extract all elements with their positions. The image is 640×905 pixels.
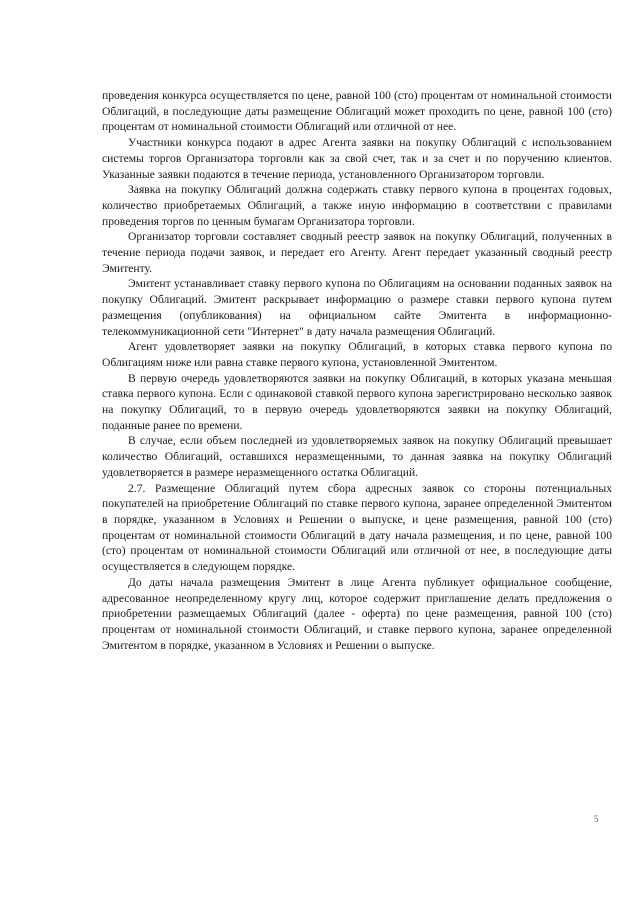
- paragraph-section-2-7: 2.7. Размещение Облигаций путем сбора адресных заявок со стороны потенциальных покупателей на приобретение Облигаций по ставке первого купона, заранее определенной Эмитентом в порядке, указанном в Условиях и Решении о выпуске, и цене размещения, равной 100 (сто) процентам от номинальной стоимости Облигаций в дату начала размещения, и по цене, равной 100 (сто) процентам от номинальной стоимости Облигаций или отличной от нее, в последующие даты осуществляется в следующем порядке.: [102, 481, 612, 574]
- paragraph-agent-satisfies: Агент удовлетворяет заявки на покупку Облигаций, в которых ставка первого купона по Облигациям ниже или равна ставке первого купона, установленной Эмитентом.: [102, 340, 612, 369]
- paragraph-bid-content: Заявка на покупку Облигаций должна содержать ставку первого купона в процентах годовых, количество приобретаемых Облигаций, а также иную информацию в соответствии с правилами проведения торгов по ценным бумагам Организатора торговли.: [102, 183, 612, 228]
- paragraph-registry: Организатор торговли составляет сводный реестр заявок на покупку Облигаций, полученных в течение периода подачи заявок, и передает его Агенту. Агент передает указанный сводный реестр Эмитенту.: [102, 230, 612, 275]
- paragraph-continuation: проведения конкурса осуществляется по цене, равной 100 (сто) процентам от номинальной стоимости Облигаций, в последующие даты размещение Облигаций может проходить по цене, равной 100 (сто) процентам от номинальной стоимости Облигаций или отличной от нее.: [102, 89, 612, 134]
- paragraph-offer: До даты начала размещения Эмитент в лице Агента публикует официальное сообщение, адресованное неопределенному кругу лиц, которое содержит приглашение делать предложения о приобретении размещаемых Облигаций (далее - оферта) по цене размещения, равной 100 (сто) процентам от номинальной стоимости Облигаций, и ставке первого купона, заранее определенной Эмитентом в порядке, указанном в Условиях и Решении о выпуске.: [102, 575, 612, 652]
- paragraph-last-bid: В случае, если объем последней из удовлетворяемых заявок на покупку Облигаций превышает количество Облигаций, оставшихся неразмещенными, то данная заявка на покупку Облигаций удовлетворяется в размере неразмещенного остатка Облигаций.: [102, 434, 612, 479]
- page-number: 5: [594, 814, 599, 824]
- paragraph-participants: Участники конкурса подают в адрес Агента заявки на покупку Облигаций с использованием системы торгов Организатора торговли как за свой счет, так и за счет и по поручению клиентов. Указанные заявки подаются в течение периода, установленного Организатором торговли.: [102, 136, 612, 181]
- paragraph-coupon-rate: Эмитент устанавливает ставку первого купона по Облигациям на основании поданных заявок на покупку Облигаций. Эмитент раскрывает информацию о размере ставки первого купона путем размещения (опубликования) на официальном сайте Эмитента в информационно-телекоммуникационной сети "Интернет" в дату начала размещения Облигаций.: [102, 277, 612, 338]
- paragraph-priority: В первую очередь удовлетворяются заявки на покупку Облигаций, в которых указана меньшая ставка первого купона. Если с одинаковой ставкой первого купона зарегистрировано несколько заявок на покупку Облигаций, то в первую очередь удовлетворяются заявки на покупку Облигаций, поданные ранее по времени.: [102, 371, 612, 432]
- document-body: [102, 88, 612, 653]
